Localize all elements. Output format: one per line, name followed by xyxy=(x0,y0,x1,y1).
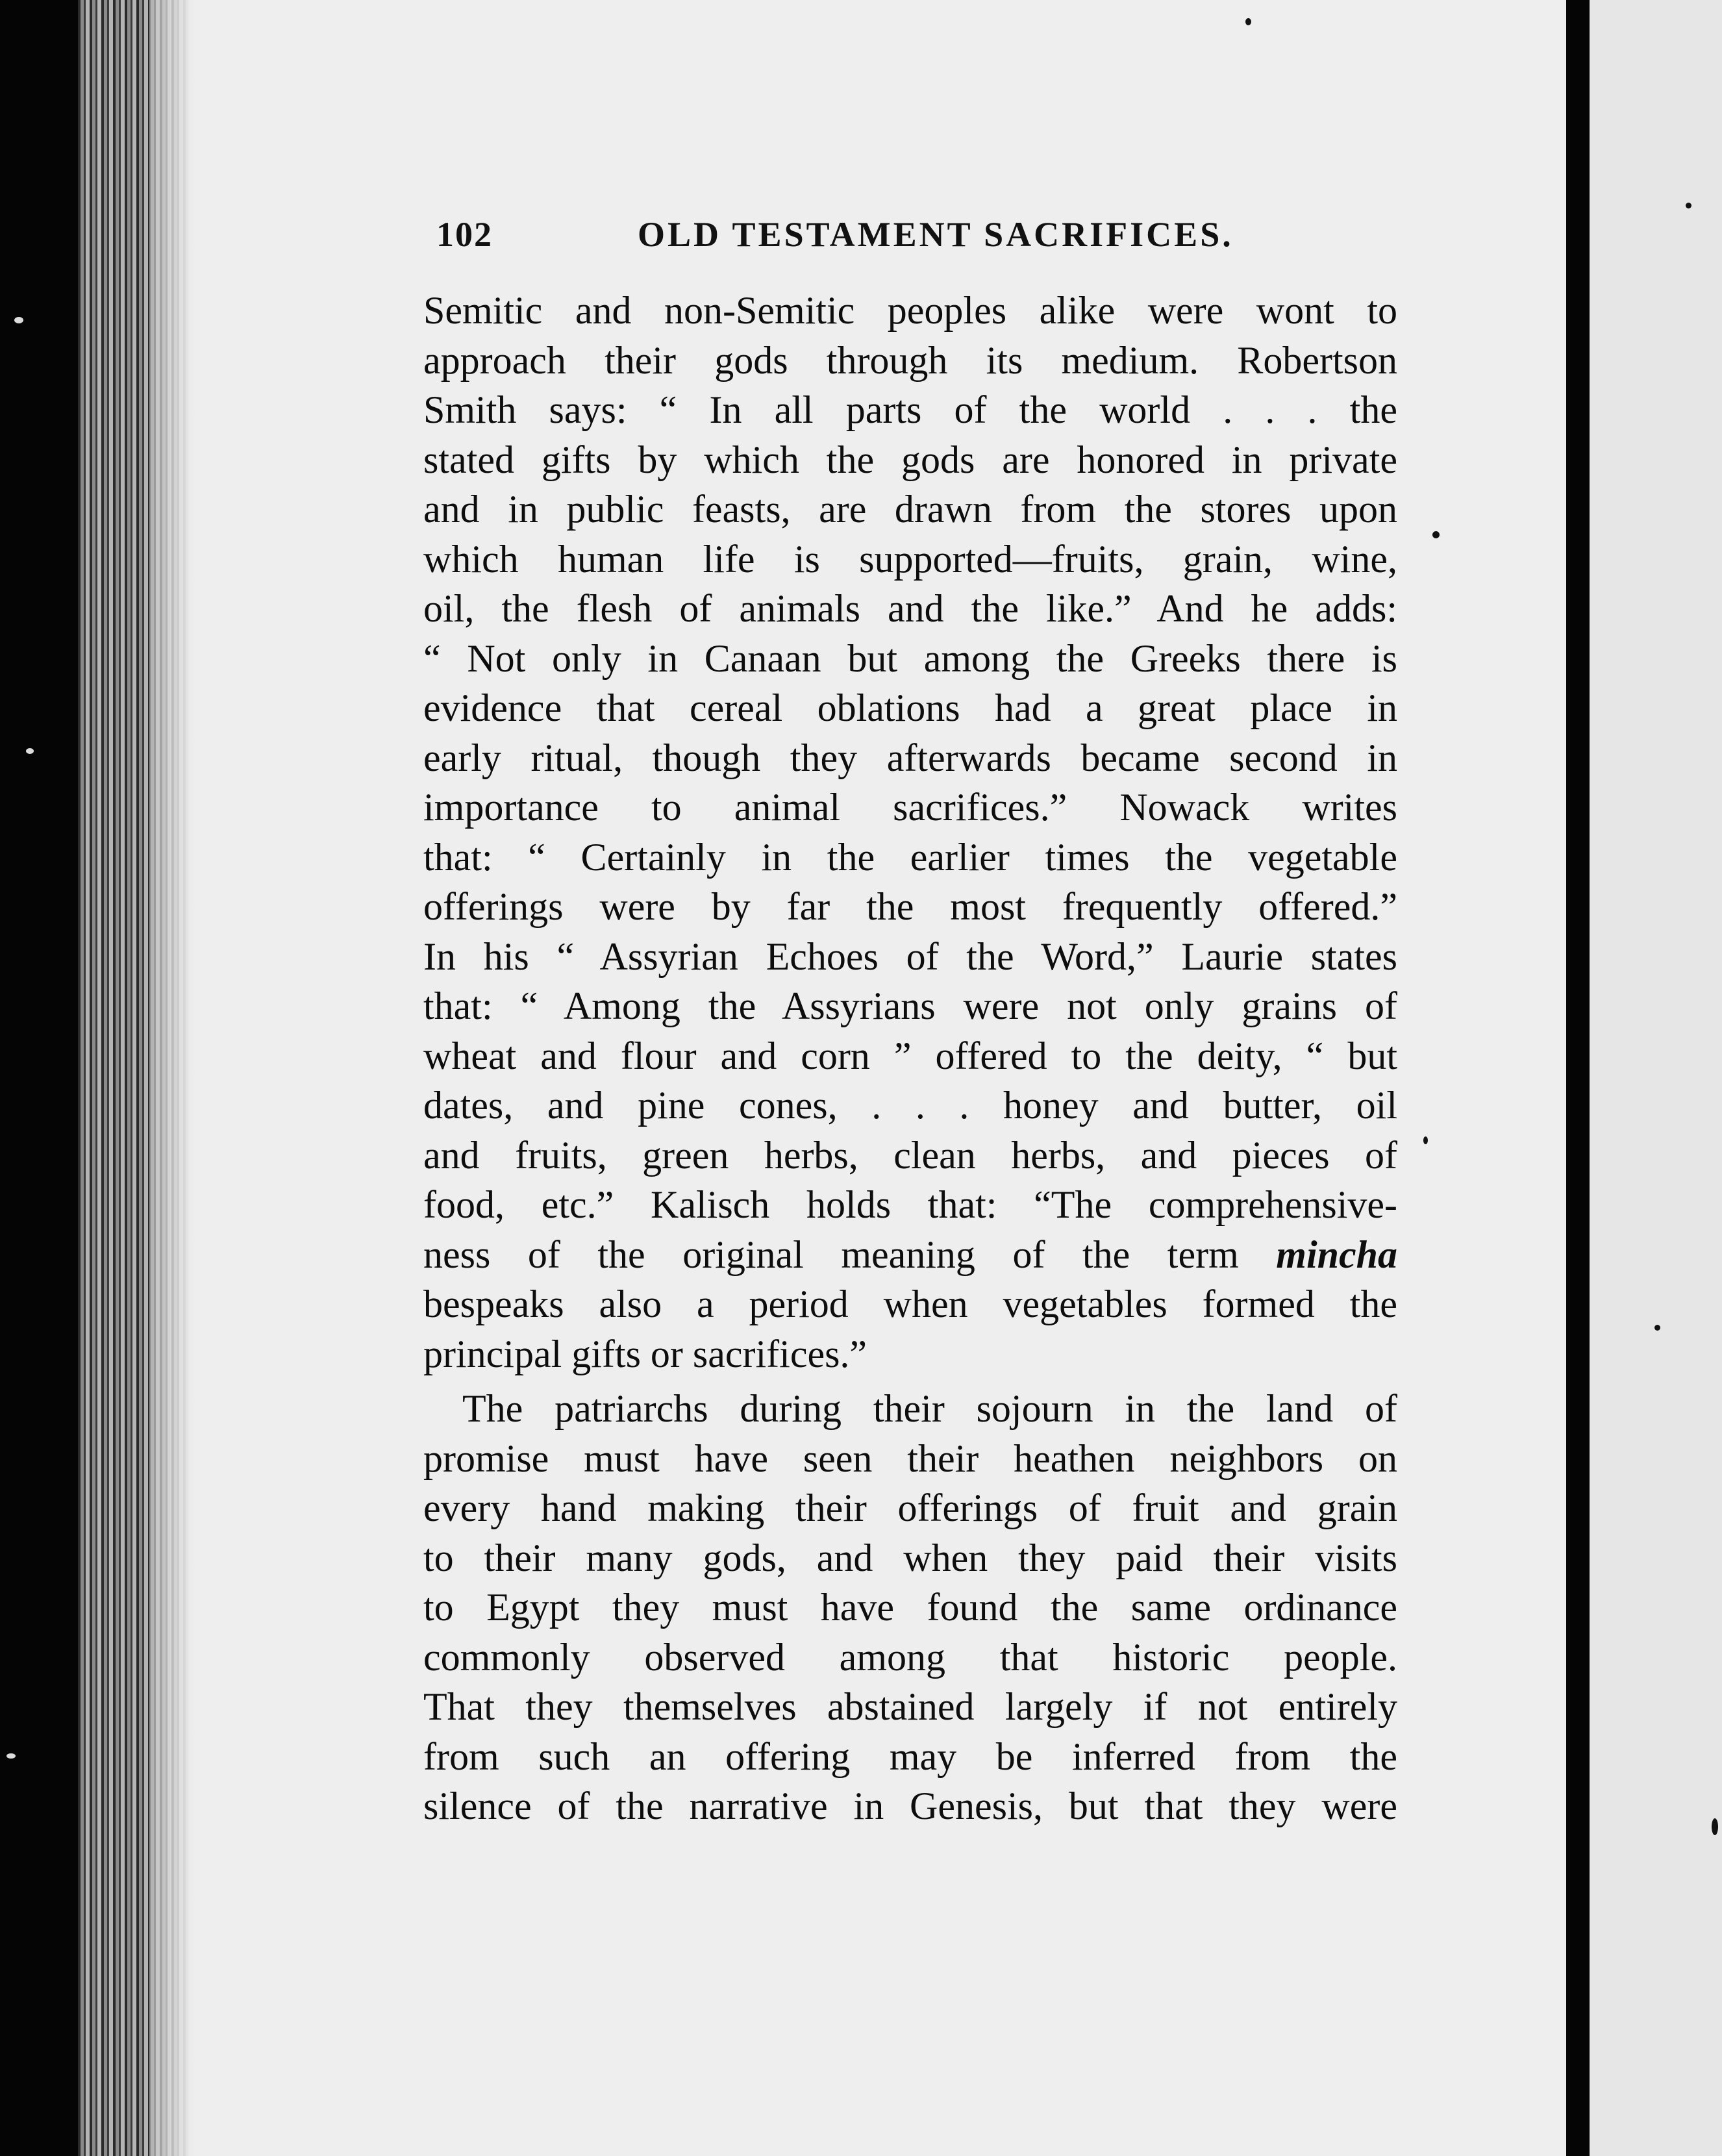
text-line: The patriarchs during their sojourn in the land of xyxy=(462,1387,1397,1430)
text-line: bespeaks also a period when vegetables formed the xyxy=(423,1283,1397,1325)
text-line: and fruits, green herbs, clean herbs, and pieces of xyxy=(423,1133,1397,1177)
page-header xyxy=(436,214,1449,266)
body-text xyxy=(423,286,1397,1831)
text-line: commonly observed among that historic people. xyxy=(423,1635,1397,1679)
scan-speck xyxy=(26,748,34,754)
text-line: silence of the narrative in Genesis, but that they were xyxy=(423,1785,1397,1827)
text-line: early ritual, though they afterwards became second in xyxy=(423,736,1397,779)
text-line: Smith says: “ In all parts of the world . . . the xyxy=(423,388,1397,431)
text-line: principal gifts or sacrifices.” xyxy=(423,1332,867,1375)
text-line: which human life is supported—fruits, grain, wine, xyxy=(423,537,1397,581)
text-line: and in public feasts, are drawn from the stores upon xyxy=(423,488,1397,531)
text-line: In his “ Assyrian Echoes of the Word,” Laurie states xyxy=(423,934,1397,978)
italic-term: mincha xyxy=(1276,1233,1397,1276)
scan-speck xyxy=(1654,1325,1660,1331)
text-line: every hand making their offerings of fruit and grain xyxy=(423,1486,1397,1529)
paragraph xyxy=(423,1384,1397,1831)
text-line: from such an offering may be inferred from the xyxy=(423,1735,1397,1778)
text-line: Semitic and non-Semitic peoples alike were wont to xyxy=(423,289,1397,332)
text-line: ness of the original meaning of the term xyxy=(423,1233,1239,1276)
text-line: to their many gods, and when they paid their visits xyxy=(423,1536,1397,1579)
scan-speck xyxy=(6,1753,16,1759)
scan-speck xyxy=(14,317,23,323)
text-line: oil, the flesh of animals and the like.” And he adds: xyxy=(423,587,1397,630)
text-line: That they themselves abstained largely if not entirely xyxy=(423,1685,1397,1728)
text-line: “ Not only in Canaan but among the Greeks there is xyxy=(423,636,1397,680)
text-line: stated gifts by which the gods are honored in private xyxy=(423,438,1397,481)
scan-speck xyxy=(1423,1136,1428,1144)
page-gutter xyxy=(1566,0,1590,2156)
text-line: evidence that cereal oblations had a great place in xyxy=(423,686,1397,729)
paragraph xyxy=(423,286,1397,1379)
page-edge-shadow xyxy=(149,0,195,2156)
text-line: wheat and flour and corn ” offered to the deity, “ but xyxy=(423,1034,1397,1077)
text-line: dates, and pine cones, . . . honey and butter, oil xyxy=(423,1084,1397,1127)
text-line: offerings were by far the most frequently offered.” xyxy=(423,885,1397,928)
text-line: that: “ Among the Assyrians were not only grains of xyxy=(423,984,1397,1027)
text-line: importance to animal sacrifices.” Nowack writes xyxy=(423,786,1397,829)
page-number: 102 xyxy=(436,215,493,254)
text-line: food, etc.” Kalisch holds that: “The comprehensive- xyxy=(423,1183,1397,1226)
scan-speck xyxy=(1432,531,1440,538)
running-title: OLD TESTAMENT SACRIFICES. xyxy=(638,215,1234,254)
text-line: approach their gods through its medium. Robertson xyxy=(423,338,1397,382)
text-line: that: “ Certainly in the earlier times the vegetable xyxy=(423,835,1397,879)
scan-speck xyxy=(1686,203,1691,208)
text-line-with-term xyxy=(423,1230,1397,1280)
scan-speck xyxy=(1245,18,1251,25)
adjacent-page-edge xyxy=(1590,0,1722,2156)
text-line: promise must have seen their heathen neighbors on xyxy=(423,1436,1397,1480)
text-line: to Egypt they must have found the same ordinance xyxy=(423,1586,1397,1629)
scan-speck xyxy=(1712,1818,1718,1835)
